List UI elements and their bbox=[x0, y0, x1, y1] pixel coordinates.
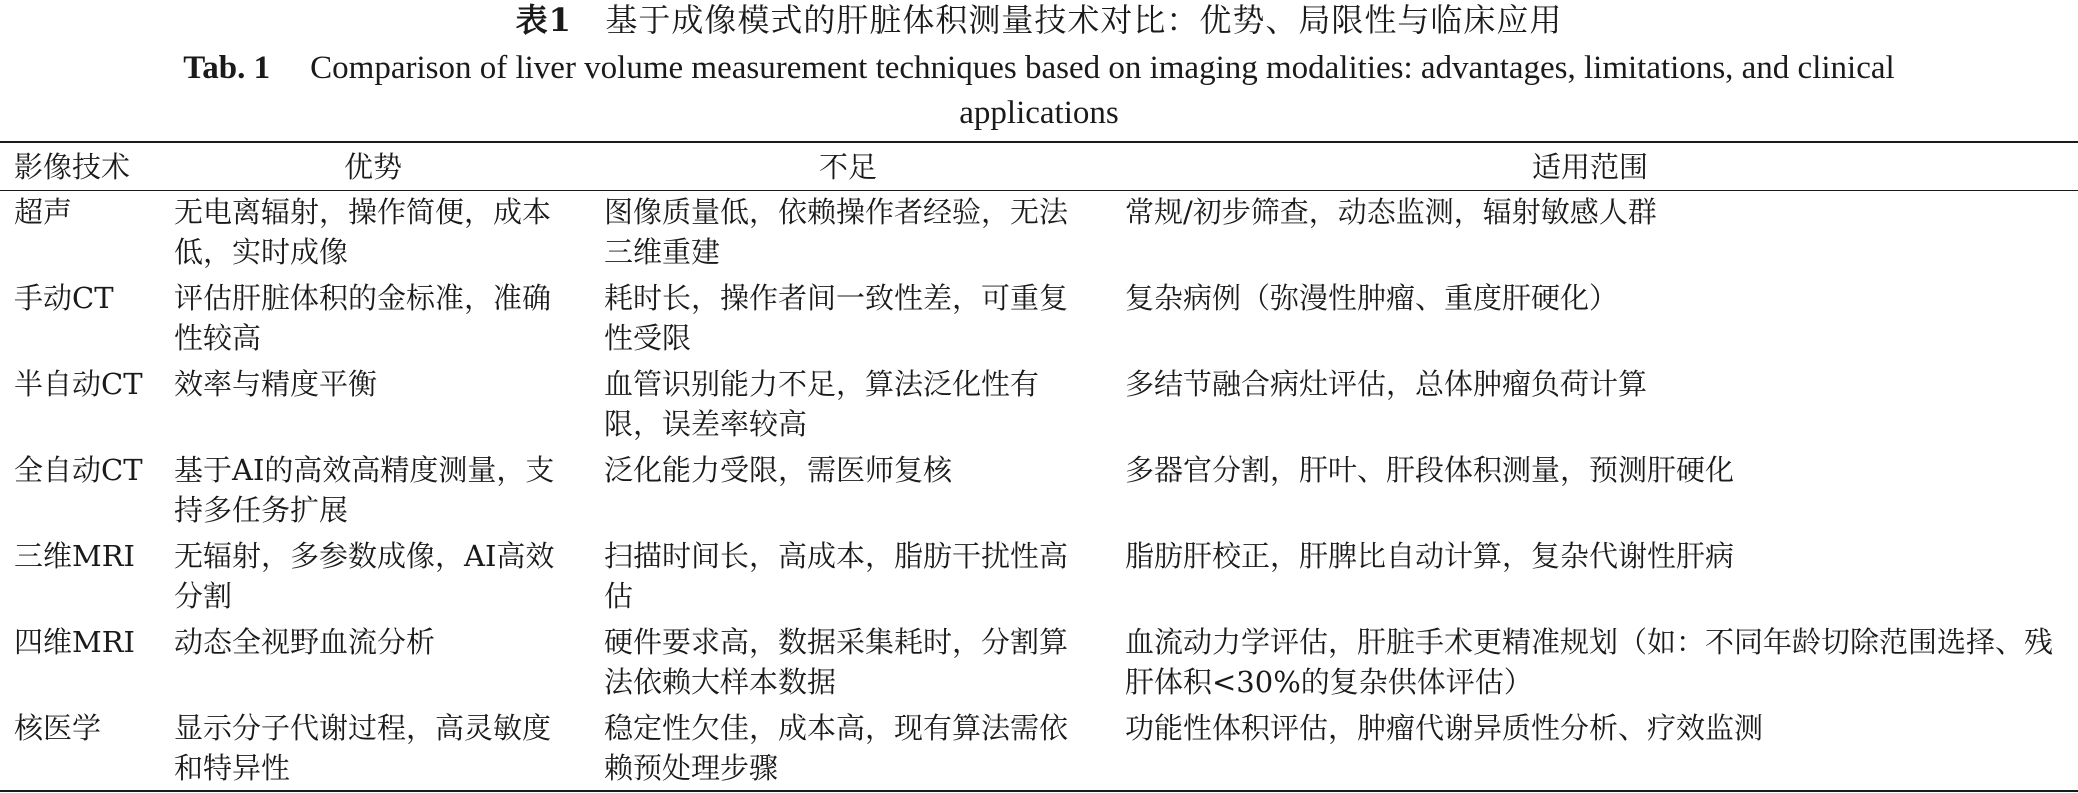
cell-limitation-line: 估 bbox=[604, 579, 634, 613]
cell-limitation-line: 性受限 bbox=[604, 321, 692, 355]
cell-application-line: 多器官分割，肝叶、肝段体积测量，预测肝硬化 bbox=[1125, 453, 1735, 487]
cell-advantage-line: 评估肝脏体积的金标准，准确 bbox=[174, 281, 552, 315]
cell-technique: 手动CT bbox=[14, 281, 114, 315]
header-advantages: 优势 bbox=[344, 150, 403, 184]
cell-advantage-line: 性较高 bbox=[174, 321, 262, 355]
cell-application-line: 常规/初步筛查，动态监测，辐射敏感人群 bbox=[1125, 195, 1657, 229]
header-technique: 影像技术 bbox=[14, 150, 131, 184]
cell-advantage-line: 无电离辐射，操作简便，成本 bbox=[174, 195, 552, 229]
cell-advantage-line: 分割 bbox=[174, 579, 233, 613]
table-title-chinese: 基于成像模式的肝脏体积测量技术对比：优势、局限性与临床应用 bbox=[605, 1, 1563, 39]
cell-advantage-line: 低，实时成像 bbox=[174, 235, 349, 269]
cell-limitation-line: 图像质量低，依赖操作者经验，无法 bbox=[604, 195, 1069, 229]
cell-application-line: 功能性体积评估，肿瘤代谢异质性分析、疗效监测 bbox=[1125, 711, 1764, 745]
cell-advantage-line: 基于AI的高效高精度测量，支 bbox=[174, 453, 555, 487]
table-caption-english bbox=[0, 46, 2078, 136]
table-label-english: Tab. 1 bbox=[183, 50, 271, 86]
cell-advantage-line: 无辐射，多参数成像，AI高效 bbox=[174, 539, 555, 573]
cell-application-line: 复杂病例（弥漫性肿瘤、重度肝硬化） bbox=[1125, 281, 1619, 315]
cell-limitation-line: 扫描时间长，高成本，脂肪干扰性高 bbox=[604, 539, 1069, 573]
cell-advantage-line: 效率与精度平衡 bbox=[174, 367, 378, 401]
cell-limitation-line: 限，误差率较高 bbox=[604, 407, 808, 441]
cell-technique: 全自动CT bbox=[14, 453, 143, 487]
cell-limitation-line: 法依赖大样本数据 bbox=[604, 665, 837, 699]
cell-advantage-line: 持多任务扩展 bbox=[174, 493, 349, 527]
header-limitations: 不足 bbox=[819, 150, 878, 184]
cell-advantage-line: 和特异性 bbox=[174, 751, 291, 785]
table-top-rule bbox=[0, 141, 2078, 143]
cell-application-line: 肝体积<30%的复杂供体评估） bbox=[1125, 665, 1533, 699]
table-title-english-line2: applications bbox=[959, 95, 1119, 131]
cell-technique: 三维MRI bbox=[14, 539, 135, 573]
table-title-english-line1: Comparison of liver volume measurement techniques based on imaging modalities: advantages, limitations, and clinical bbox=[310, 50, 1895, 86]
cell-limitation-line: 耗时长，操作者间一致性差，可重复 bbox=[604, 281, 1069, 315]
cell-technique: 半自动CT bbox=[14, 367, 143, 401]
cell-limitation-line: 硬件要求高，数据采集耗时，分割算 bbox=[604, 625, 1069, 659]
table-bottom-rule bbox=[0, 790, 2078, 792]
cell-application-line: 脂肪肝校正，肝脾比自动计算，复杂代谢性肝病 bbox=[1125, 539, 1735, 573]
cell-application-line: 多结节融合病灶评估，总体肿瘤负荷计算 bbox=[1125, 367, 1648, 401]
cell-limitation-line: 稳定性欠佳，成本高，现有算法需依 bbox=[604, 711, 1069, 745]
cell-limitation-line: 血管识别能力不足，算法泛化性有 bbox=[604, 367, 1040, 401]
header-applications: 适用范围 bbox=[1532, 150, 1649, 184]
cell-technique: 核医学 bbox=[14, 711, 102, 745]
cell-technique: 四维MRI bbox=[14, 625, 135, 659]
table-label-chinese: 表1 bbox=[515, 1, 572, 39]
table-header-rule bbox=[0, 190, 2078, 191]
cell-advantage-line: 显示分子代谢过程，高灵敏度 bbox=[174, 711, 552, 745]
cell-technique: 超声 bbox=[14, 195, 73, 229]
cell-advantage-line: 动态全视野血流分析 bbox=[174, 625, 436, 659]
cell-limitation-line: 赖预处理步骤 bbox=[604, 751, 779, 785]
cell-limitation-line: 三维重建 bbox=[604, 235, 721, 269]
cell-limitation-line: 泛化能力受限，需医师复核 bbox=[604, 453, 953, 487]
table-caption-chinese bbox=[0, 0, 2078, 40]
cell-application-line: 血流动力学评估，肝脏手术更精准规划（如：不同年龄切除范围选择、残 bbox=[1125, 625, 2054, 659]
